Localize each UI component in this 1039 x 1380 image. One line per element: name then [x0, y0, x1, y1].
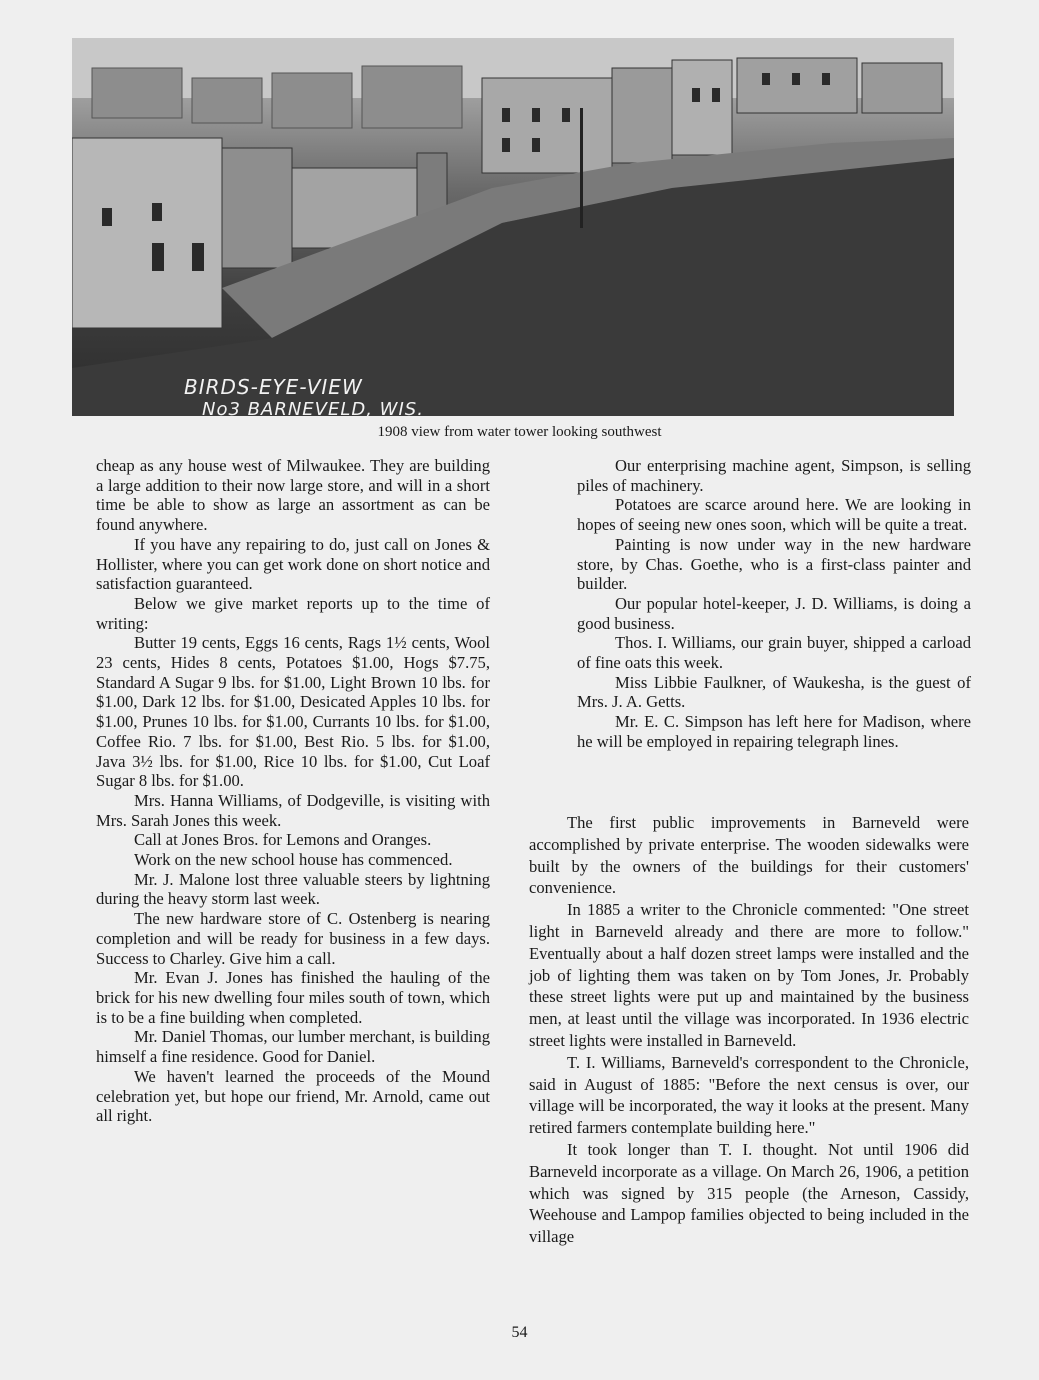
paragraph: Mr. E. C. Simpson has left here for Madison, where he will be employed in repairing telegraph lines. [577, 712, 971, 751]
paragraph: Potatoes are scarce around here. We are looking in hopes of seeing new ones soon, which will be quite a treat. [577, 495, 971, 535]
paragraph: If you have any repairing to do, just call on Jones & Hollister, where you can get work done on short notice and satisfaction guaranteed. [96, 534, 490, 594]
paragraph: Our popular hotel-keeper, J. D. Williams, is doing a good business. [577, 593, 971, 633]
right-column-top [577, 456, 971, 752]
paragraph: Mr. Evan J. Jones has finished the hauling of the brick for his new dwelling four miles south of town, which is to be a fine building when completed. [96, 968, 490, 1027]
photo-label-line2: No3 BARNEVELD, WIS. [202, 399, 424, 416]
paragraph: Thos. I. Williams, our grain buyer, shipped a carload of fine oats this week. [577, 633, 971, 673]
photo-caption: 1908 view from water tower looking southwest [377, 424, 662, 440]
paragraph: Call at Jones Bros. for Lemons and Oranges. [134, 830, 432, 850]
paragraph: Mr. Daniel Thomas, our lumber merchant, is building himself a fine residence. Good for Daniel. [96, 1027, 490, 1067]
left-column [96, 456, 490, 1126]
paragraph: Work on the new school house has commenced. [134, 850, 453, 870]
paragraph: Mrs. Hanna Williams, of Dodgeville, is visiting with Mrs. Sarah Jones this week. [96, 790, 490, 830]
page-number: 54 [511, 1324, 528, 1341]
paragraph: Mr. J. Malone lost three valuable steers by lightning during the heavy storm last week. [96, 869, 490, 909]
historic-photo [72, 38, 954, 416]
paragraph: It took longer than T. I. thought. Not until 1906 did Barneveld incorporate as a village. On March 26, 1906, a petition which was signed by 315 people (the Arneson, Cassidy, Weehouse and Lampop families objected to being included in the village [529, 1139, 969, 1247]
paragraph: The new hardware store of C. Ostenberg is nearing completion and will be ready for business in a few days. Success to Charley. Give him a call. [96, 909, 490, 968]
paragraph: Butter 19 cents, Eggs 16 cents, Rags 1½ cents, Wool 23 cents, Hides 8 cents, Potatoes $1.00, Hogs $7.75, Standard A Sugar 9 lbs. for $1.00, Light Brown 10 lbs. for $1.00, Dark 12 lbs. for $1.00, Desicated Apples 10 lbs. for $1.00, Prunes 10 lbs. for $1.00, Currants 10 lbs. for $1.00, Coffee Rio. 7 lbs. for $1.00, Best Rio. 5 lbs. for $1.00, Java 3½ lbs. for $1.00, Rice 10 lbs. for $1.00, Cut Loaf Sugar 8 lbs. for $1.00. [96, 633, 490, 791]
paragraph: In 1885 a writer to the Chronicle commented: "One street light in Barneveld already and there are more to follow." Eventually about a half dozen street lamps were installed and the job of lighting them was taken on by Tom Jones, Jr. Probably these street lights were put up and maintained by the business men, at least until the village was incorporated. In 1936 electric street lights were installed in Barneveld. [529, 900, 969, 1050]
photo-label-line1: BIRDS-EYE-VIEW [184, 375, 363, 399]
paragraph: Our enterprising machine agent, Simpson, is selling piles of machinery. [577, 456, 971, 495]
right-column-bottom [529, 812, 969, 1248]
paragraph: The first public improvements in Barneveld were accomplished by private enterprise. The wooden sidewalks were built by the owners of the buildings for their customers' convenience. [529, 813, 969, 898]
paragraph: Miss Libbie Faulkner, of Waukesha, is the guest of Mrs. J. A. Getts. [577, 672, 971, 712]
paragraph: Below we give market reports up to the time of writing: [96, 593, 490, 633]
paragraph: T. I. Williams, Barneveld's correspondent to the Chronicle, said in August of 1885: "Before the next census is over, our village will be incorporated, the way it looks at the present. Many retired farmers contemplate building here." [529, 1052, 969, 1138]
paragraph: cheap as any house west of Milwaukee. They are building a large addition to their now large store, and will in a short time be able to show as large an assortment as can be found anywhere. [96, 456, 490, 535]
paragraph: Painting is now under way in the new hardware store, by Chas. Goethe, who is a first-class painter and builder. [577, 534, 971, 594]
paragraph: We haven't learned the proceeds of the Mound celebration yet, but hope our friend, Mr. Arnold, came out all right. [96, 1066, 490, 1126]
